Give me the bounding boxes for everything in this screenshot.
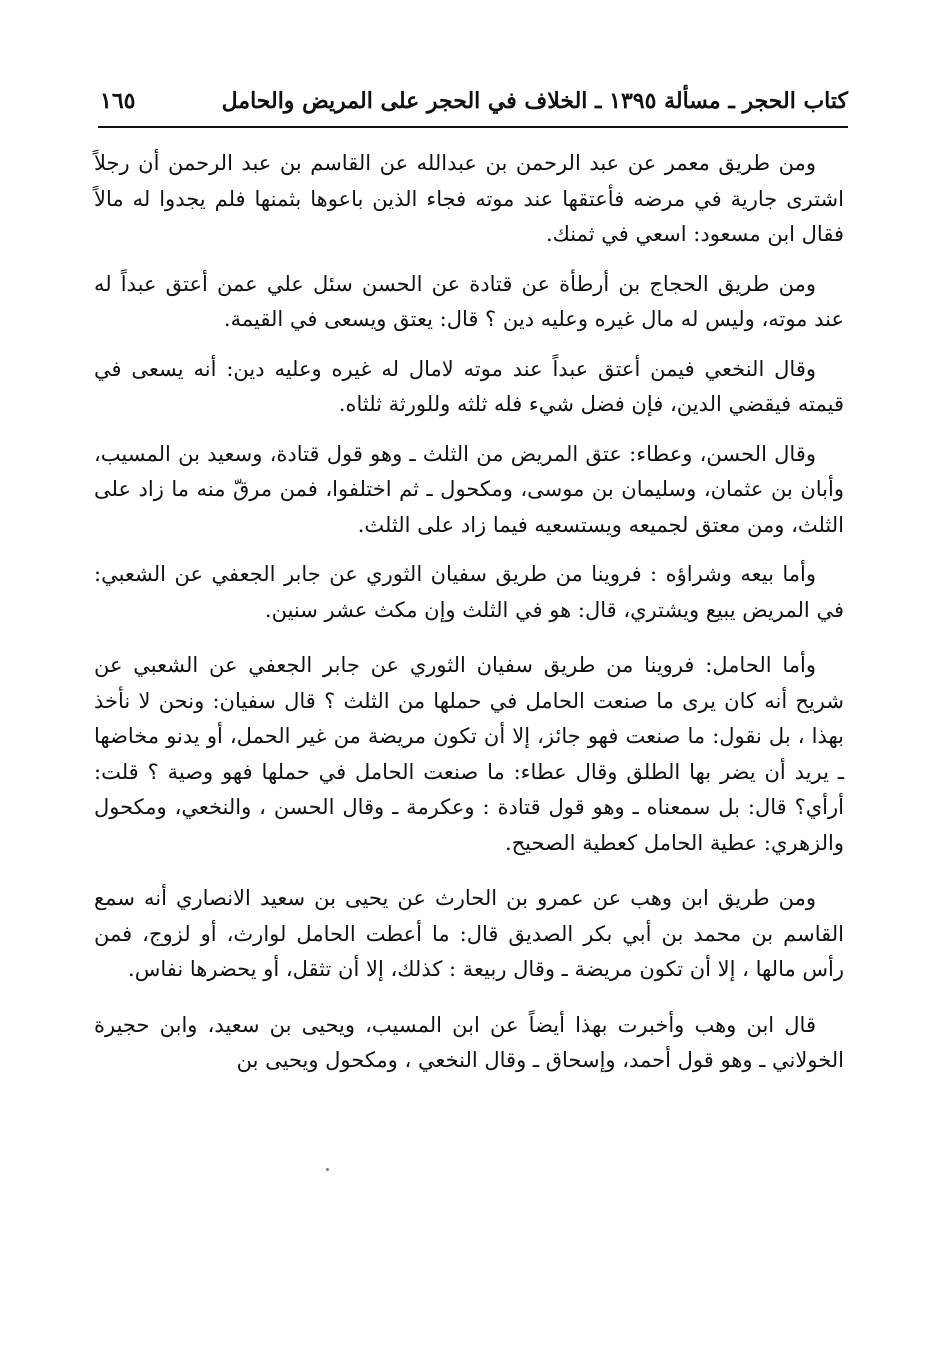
page-number: ١٦٥ (100, 88, 136, 114)
paragraph: وقال النخعي فيمن أعتق عبداً عند موته لامال له غيره وعليه دين: أنه يسعى في قيمته فيقضي الدين، فإن فضل شيء فله ثلثه وللورثة ثلثاه. (94, 356, 844, 416)
paragraph: وأما بيعه وشراؤه : فروينا من طريق سفيان الثوري عن جابر الجعفي عن الشعبي: في المريض يبيع ويشتري، قال: هو في الثلث وإن مكث عشر سنين. (94, 562, 844, 622)
paragraph: ومن طريق ابن وهب عن عمرو بن الحارث عن يحيى بن سعيد الانصاري أنه سمع القاسم بن محمد بن أبي بكر الصديق قال: ما أعطت الحامل لوارث، أو لزوج، فمن رأس مالها ، إلا أن تكون مريضة ـ وقال ربيعة : كذلك، إلا أن تثقل، أو يحضرها نفاس. (94, 886, 844, 981)
paragraph: وأما الحامل: فروينا من طريق سفيان الثوري عن جابر الجعفي عن الشعبي عن شريح أنه كان يرى ما صنعت الحامل في حملها من الثلث ؟ قال سفيان: ونحن لا نأخذ بهذا ، بل نقول: ما صنعت فهو جائز، إلا أن تكون مريضة من غير الحمل، أو يدنو مخاضها ـ يريد أن يضر بها الطلق وقال عطاء: ما صنعت الحامل في حملها فهو وصية ؟ قلت: أرأي؟ قال: بل سمعناه ـ وهو قول قتادة : وعكرمة ـ وقال الحسن ، والنخعي، ومكحول والزهري: عطية الحامل كعطية الصحيح. (94, 653, 844, 855)
header-divider (98, 126, 848, 128)
paragraph: وقال الحسن، وعطاء: عتق المريض من الثلث ـ وهو قول قتادة، وسعيد بن المسيب، وأبان بن عثمان، وسليمان بن موسى، ومكحول ـ ثم اختلفوا، فمن مرقّ منه ما زاد على الثلث، ومن معتق لجميعه ويستسعيه فيما زاد على الثلث. (94, 441, 844, 537)
paragraph: قال ابن وهب وأخبرت بهذا أيضاً عن ابن المسيب، ويحيى بن سعيد، وابن حجيرة الخولاني ـ وهو قول أحمد، وإسحاق ـ وقال النخعي ، ومكحول ويحيى بن (94, 1012, 844, 1072)
paragraph: ومن طريق الحجاج بن أرطأة عن قتادة عن الحسن سئل علي عمن أعتق عبداً له عند موته، وليس له مال غيره وعليه دين ؟ قال: يعتق ويسعى في القيمة. (94, 271, 844, 331)
running-header (100, 74, 848, 114)
scan-speck (326, 1168, 329, 1171)
paragraph: ومن طريق معمر عن عبد الرحمن بن عبدالله عن القاسم بن عبد الرحمن أن رجلاً اشترى جارية في مرضه فأعتقها عند موته فجاء الذين باعوها بثمنها فلم يجدوا له مالاً فقال ابن مسعود: اسعي في ثمنك. (94, 151, 844, 246)
body-text (94, 146, 844, 1093)
header-title: كتاب الحجر ـ مسألة ١٣٩٥ ـ الخلاف في الحجر على المريض والحامل (221, 88, 848, 114)
